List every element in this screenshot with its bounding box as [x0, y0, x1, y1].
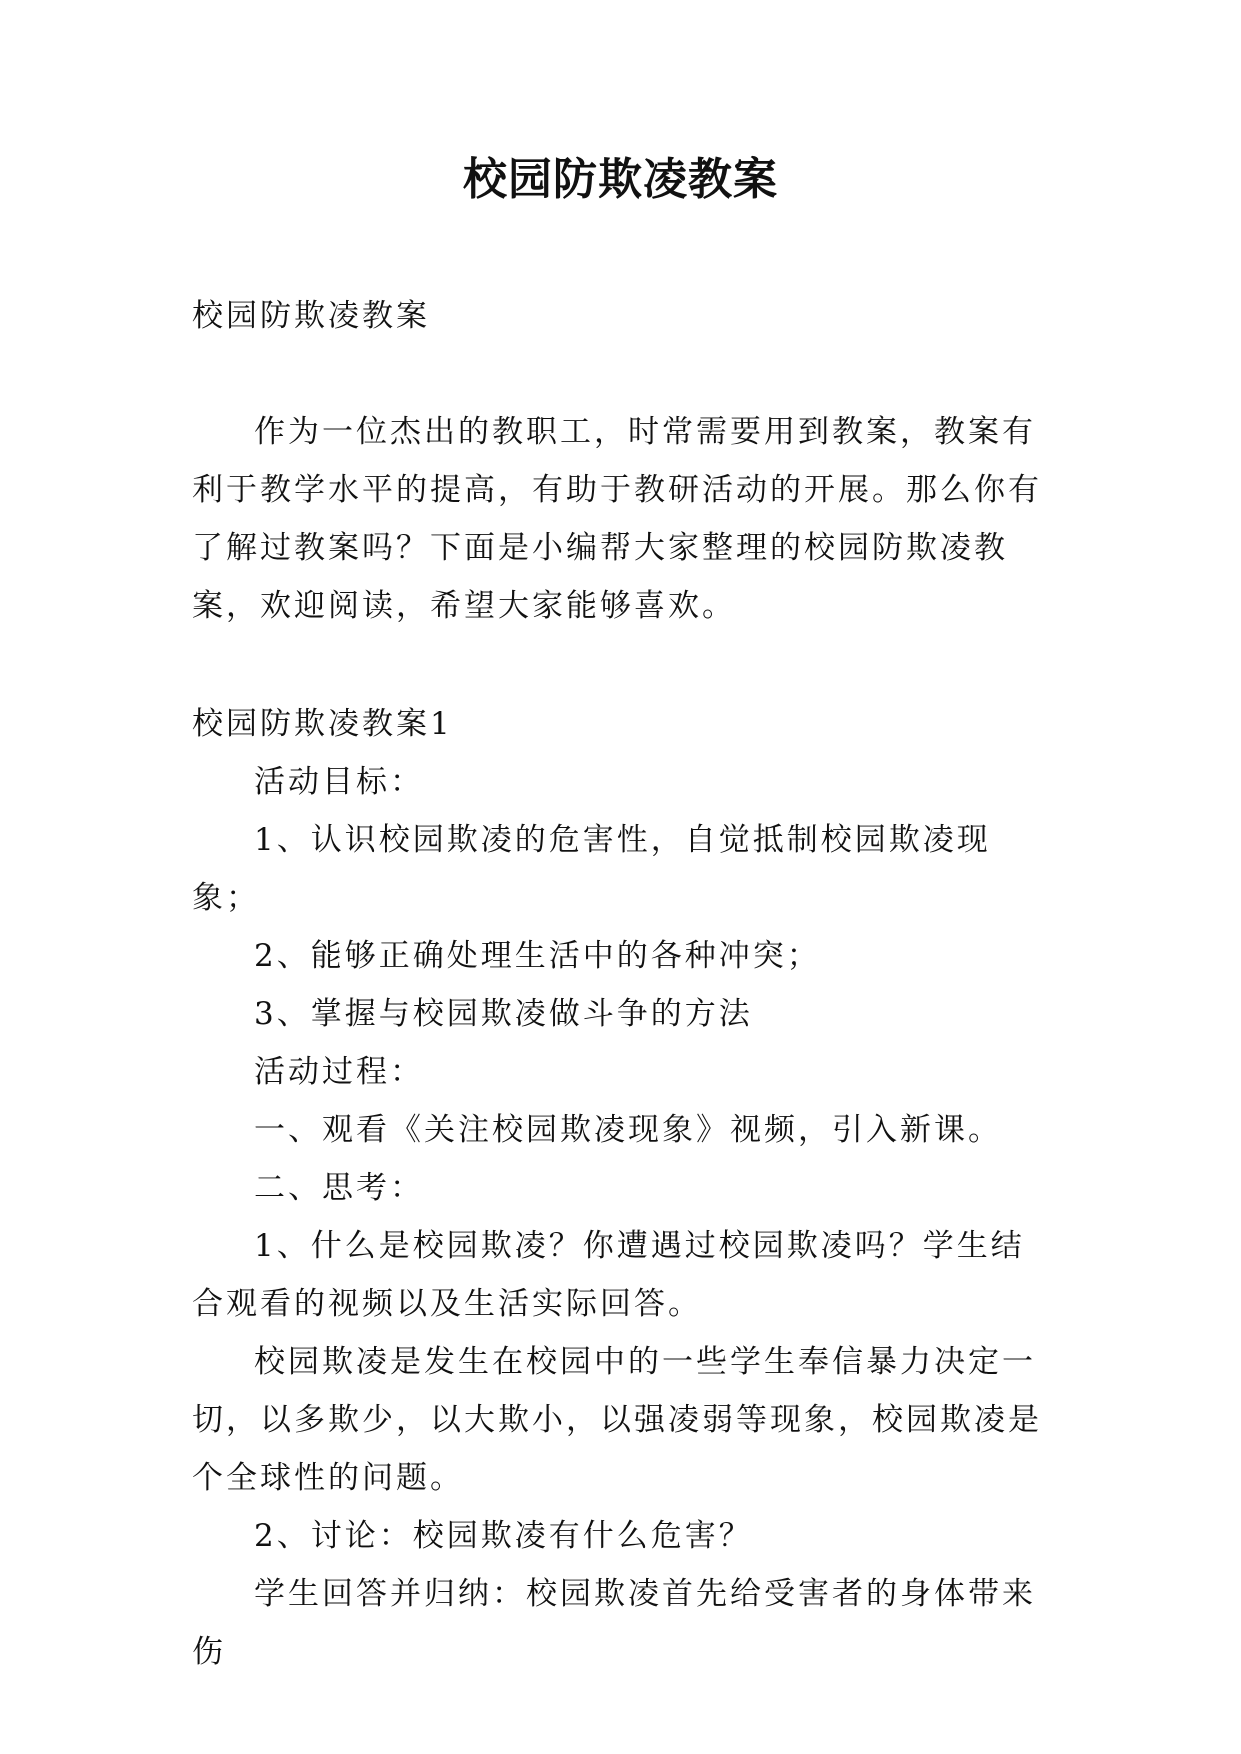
goal-item-3: 3、掌握与校园欺凌做斗争的方法 — [254, 996, 753, 1032]
question-1: 1、什么是校园欺凌？你遭遇过校园欺凌吗？学生结合观看的视频以及生活实际回答。 — [192, 1228, 1025, 1322]
student-answer-summary: 学生回答并归纳：校园欺凌首先给受害者的身体带来伤 — [192, 1576, 1036, 1670]
question-2: 2、讨论：校园欺凌有什么危害？ — [254, 1518, 753, 1554]
goal-item-2: 2、能够正确处理生活中的各种冲突； — [254, 938, 821, 974]
process-step-2: 二、思考： — [254, 1170, 424, 1206]
intro-paragraph: 作为一位杰出的教职工，时常需要用到教案，教案有利于教学水平的提高，有助于教研活动的开展。那么你有了解过教案吗？下面是小编帮大家整理的校园防欺凌教案，欢迎阅读，希望大家能够喜欢。 — [192, 414, 1042, 624]
goal-item-1: 1、认识校园欺凌的危害性，自觉抵制校园欺凌现象； — [192, 822, 991, 916]
bullying-definition: 校园欺凌是发生在校园中的一些学生奉信暴力决定一切，以多欺少，以大欺小，以强凌弱等现象，校园欺凌是个全球性的问题。 — [192, 1344, 1042, 1496]
activity-goals-label: 活动目标： — [254, 764, 424, 800]
document-body — [192, 287, 1057, 1681]
activity-process-label: 活动过程： — [254, 1054, 424, 1090]
document-title: 校园防欺凌教案 — [463, 154, 778, 205]
section-heading: 校园防欺凌教案1 — [192, 706, 453, 742]
document-subtitle: 校园防欺凌教案 — [192, 298, 430, 334]
process-step-1: 一、观看《关注校园欺凌现象》视频，引入新课。 — [254, 1112, 1002, 1148]
